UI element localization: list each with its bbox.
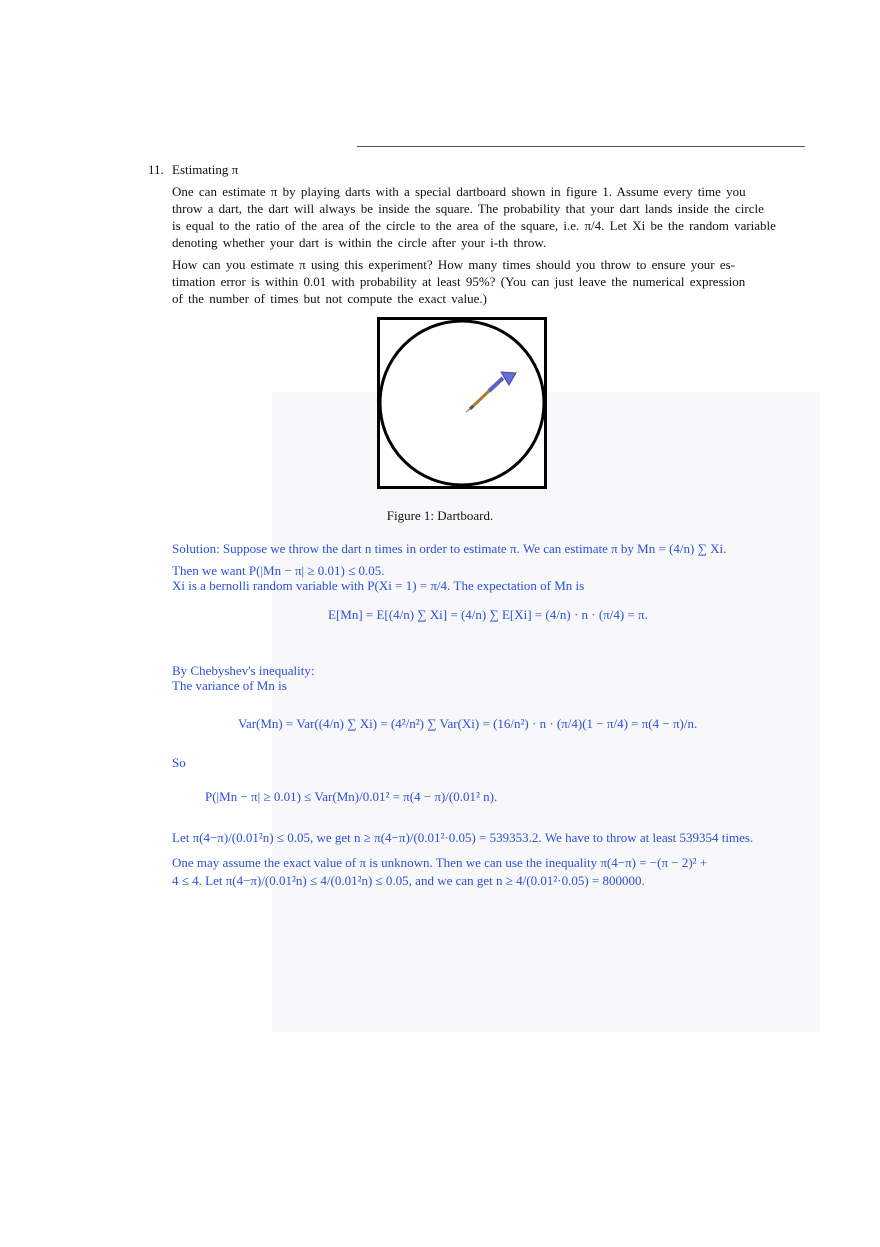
solution-want: Then we want P(|Mn − π| ≥ 0.01) ≤ 0.05. <box>172 563 385 578</box>
solution-assume-line-2: 4 ≤ 4. Let π(4−π)/(0.01²n) ≤ 4/(0.01²n) ≤ 0.05, and we can get n ≥ 4/(0.01²·0.05) = 800000. <box>172 873 645 888</box>
probability-bound-equation: P(|Mn − π| ≥ 0.01) ≤ Var(Mn)/0.01² = π(4 − π)/(0.01² n). <box>205 789 498 804</box>
solution-intro: Solution: Suppose we throw the dart n times in order to estimate π. We can estimate π by Mn = (4/n) ∑ Xi. <box>172 541 727 556</box>
text-line: One can estimate π by playing darts with a special dartboard shown in figure 1. Assume every time you <box>172 184 746 199</box>
problem-heading <box>148 162 238 178</box>
solution-bernoulli: Xi is a bernolli random variable with P(Xi = 1) = π/4. The expectation of Mn is <box>172 578 585 593</box>
problem-title: Estimating π <box>172 162 239 177</box>
problem-paragraph-2 <box>172 256 816 307</box>
so-line: So <box>172 755 186 770</box>
variance-intro: The variance of Mn is <box>172 678 287 693</box>
solution-assume-line: One may assume the exact value of π is unknown. Then we can use the inequality π(4−π) = −(π − 2)² + <box>172 855 708 870</box>
problem-paragraph-1 <box>172 183 816 251</box>
text-line: is equal to the ratio of the area of the circle to the area of the square, i.e. π/4. Let Xi be the random variable <box>172 218 776 233</box>
text-line: throw a dart, the dart will always be inside the square. The probability that your dart lands inside the circle <box>172 201 764 216</box>
variance-equation: Var(Mn) = Var((4/n) ∑ Xi) = (4²/n²) ∑ Var(Xi) = (16/n²) · n · (π/4)(1 − π/4) = π(4 − π)/n. <box>238 716 698 731</box>
chebyshev-line: By Chebyshev's inequality: <box>172 663 315 678</box>
problem-number: 11. <box>148 162 164 177</box>
text-line: of the number of times but not compute the exact value.) <box>172 291 487 306</box>
text-line: denoting whether your dart is within the circle after your i-th throw. <box>172 235 547 250</box>
solution-let-line: Let π(4−π)/(0.01²n) ≤ 0.05, we get n ≥ π(4−π)/(0.01²·0.05) = 539353.2. We have to throw at least 539354 times. <box>172 830 754 845</box>
dartboard-figure <box>377 317 547 489</box>
text-line: timation error is within 0.01 with probability at least 95%? (You can just leave the numerical expression <box>172 274 746 289</box>
expectation-equation: E[Mn] = E[(4/n) ∑ Xi] = (4/n) ∑ E[Xi] = (4/n) · n · (π/4) = π. <box>328 607 648 622</box>
text-line: How can you estimate π using this experiment? How many times should you throw to ensure your es- <box>172 257 735 272</box>
figure-caption: Figure 1: Dartboard. <box>386 508 494 523</box>
header-rule <box>357 146 805 147</box>
